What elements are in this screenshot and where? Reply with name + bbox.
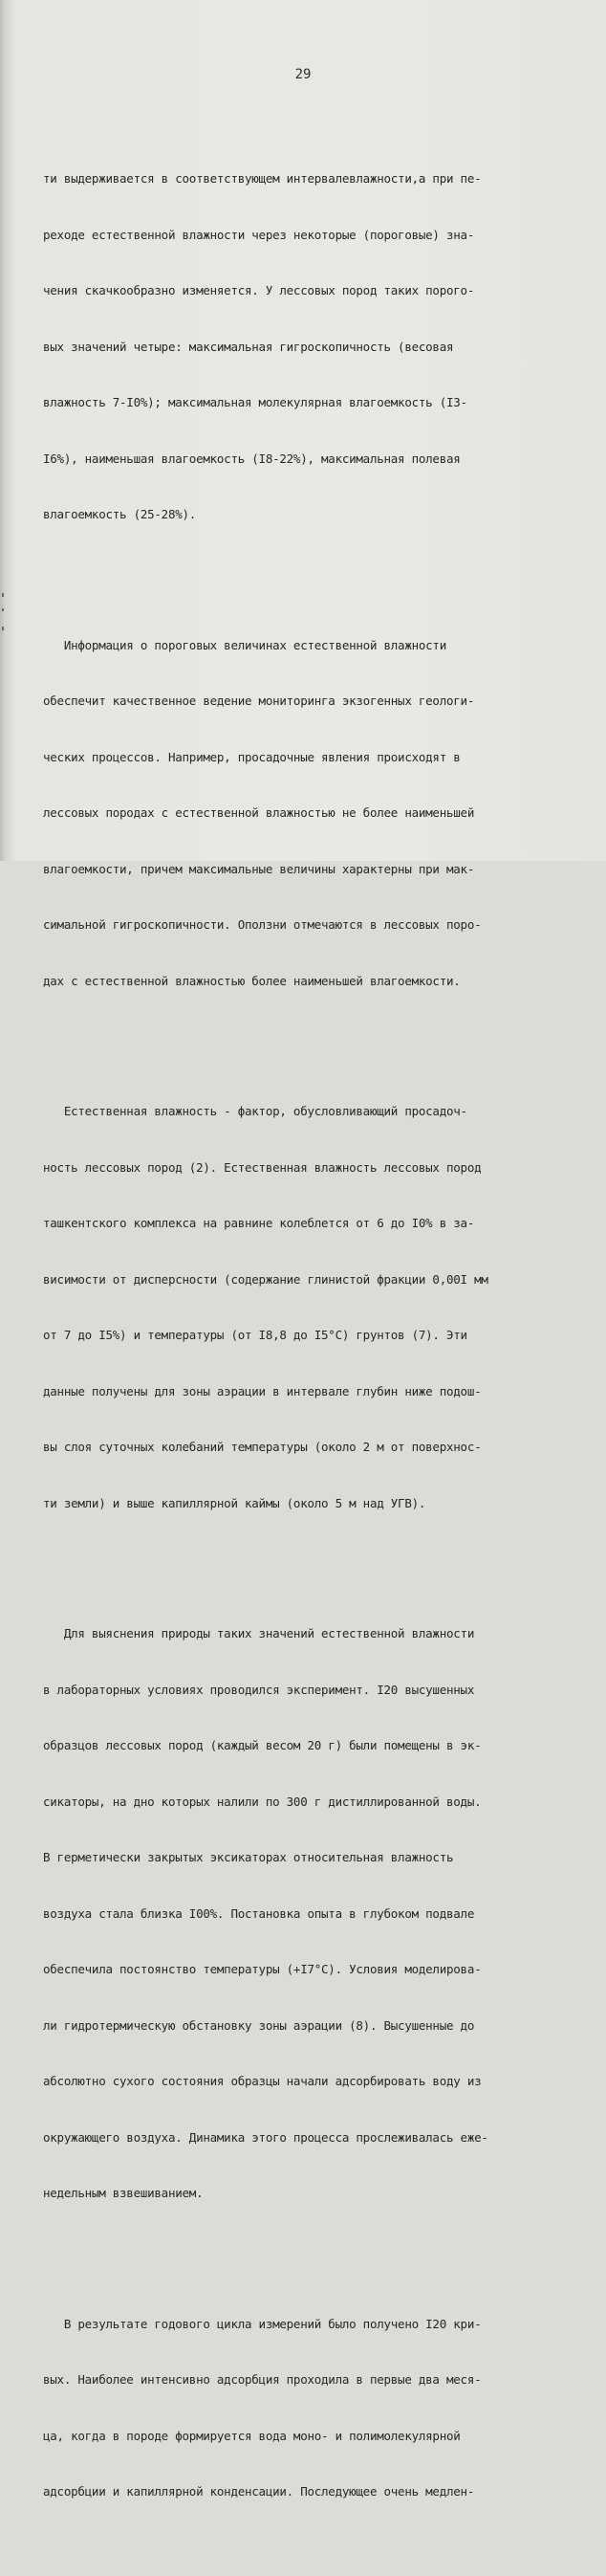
- margin-mark: [2, 608, 4, 611]
- text-line: адсорбции и капиллярной конденсации. Последующее очень медлен-: [43, 2484, 475, 2499]
- text-line: ташкентского комплекса на равнине колеблется от 6 до I0% в за-: [43, 1216, 475, 1230]
- text-line: реходе естественной влажности через некоторые (пороговые) зна-: [43, 227, 475, 242]
- text-line: образцов лессовых пород (каждый весом 20 г) были помещены в эк-: [43, 1738, 482, 1752]
- text-line: вы слоя суточных колебаний температуры (около 2 м от поверхнос-: [43, 1440, 482, 1454]
- text-line: I6%), наименьшая влагоемкость (I8-22%), максимальная полевая: [43, 451, 461, 466]
- text-line: ность лессовых пород (2). Естественная влажность лессовых пород: [43, 1159, 482, 1175]
- margin-mark: [2, 627, 4, 630]
- text-line: висимости от дисперсности (содержание глинистой фракции 0,00I мм: [43, 1271, 488, 1287]
- text-line: ти земли) и выше капиллярной каймы (около 5 м над УГВ).: [43, 1495, 426, 1510]
- text-line: сикаторы, на дно которых налили по 300 г дистиллированной воды.: [43, 1794, 482, 1809]
- text-line: влажность 7-I0%); максимальная молекулярная влагоемкость (I3-: [43, 395, 467, 409]
- paragraph-5: [43, 2278, 567, 2539]
- text-line: ли гидротермическую обстановку зоны аэрации (8). Высушенные до: [43, 2017, 475, 2033]
- paragraph-1: [43, 132, 567, 561]
- text-line: в лабораторных условиях проводился эксперимент. I20 высушенных: [43, 1682, 475, 1697]
- text-line: данные получены для зоны аэрации в интервале глубин ниже подош-: [43, 1383, 482, 1398]
- text-line: окружающего воздуха. Динамика этого процесса прослеживалась еже-: [43, 2129, 488, 2145]
- text-line: В результате годового цикла измерений было получено I20 кри-: [43, 2316, 482, 2331]
- page-number: 29: [294, 67, 312, 82]
- text-line: симальной гигроскопичности. Оползни отмечаются в лессовых поро-: [43, 917, 482, 932]
- text-line: В герметически закрытых эксикаторах относительная влажность: [43, 1850, 454, 1864]
- text-line: дах с естественной влажностью более наименьшей влагоемкости.: [43, 973, 461, 988]
- margin-mark: [2, 593, 4, 597]
- text-line: Для выяснения природы таких значений естественной влажности: [43, 1626, 475, 1640]
- body-text: [43, 95, 567, 2576]
- text-line: влагоемкости, причем максимальные величины характерны при мак-: [43, 861, 475, 876]
- text-line: ческих процессов. Например, просадочные явления происходят в: [43, 749, 461, 764]
- text-line: Информация о пороговых величинах естественной влажности: [43, 637, 446, 652]
- text-line: обеспечит качественное ведение мониторинга экзогенных геологи-: [43, 694, 475, 708]
- text-line: ти выдерживается в соответствующем интервалевлажности,а при пе-: [43, 171, 482, 186]
- text-line: влагоемкость (25-28%).: [43, 507, 197, 521]
- paragraph-3: [43, 1065, 567, 1550]
- text-line: недельным взвешиванием.: [43, 2186, 204, 2200]
- text-line: обеспечила постоянство температуры (+I7°С). Условия моделирова-: [43, 1962, 482, 1976]
- text-line: воздуха стала близка I00%. Постановка опыта в глубоком подвале: [43, 1905, 475, 1921]
- text-line: ца, когда в породе формируется вода моно- и полимолекулярной: [43, 2428, 461, 2443]
- text-line: вых значений четыре: максимальная гигроскопичность (весовая: [43, 339, 454, 354]
- text-line: лессовых породах с естественной влажностью не более наименьшей: [43, 805, 475, 820]
- text-line: вых. Наиболее интенсивно адсорбция проходила в первые два меся-: [43, 2372, 482, 2387]
- paragraph-2: [43, 599, 567, 1028]
- text-line: абсолютно сухого состояния образцы начали адсорбировать воду из: [43, 2074, 482, 2088]
- text-line: от 7 до I5%) и температуры (от I8,8 до I5°С) грунтов (7). Эти: [43, 1328, 467, 1342]
- text-line: чения скачкообразно изменяется. У лессовых пород таких порого-: [43, 283, 475, 297]
- text-line: Естественная влажность - фактор, обусловливающий просадоч-: [43, 1104, 467, 1118]
- paragraph-4: [43, 1587, 567, 2240]
